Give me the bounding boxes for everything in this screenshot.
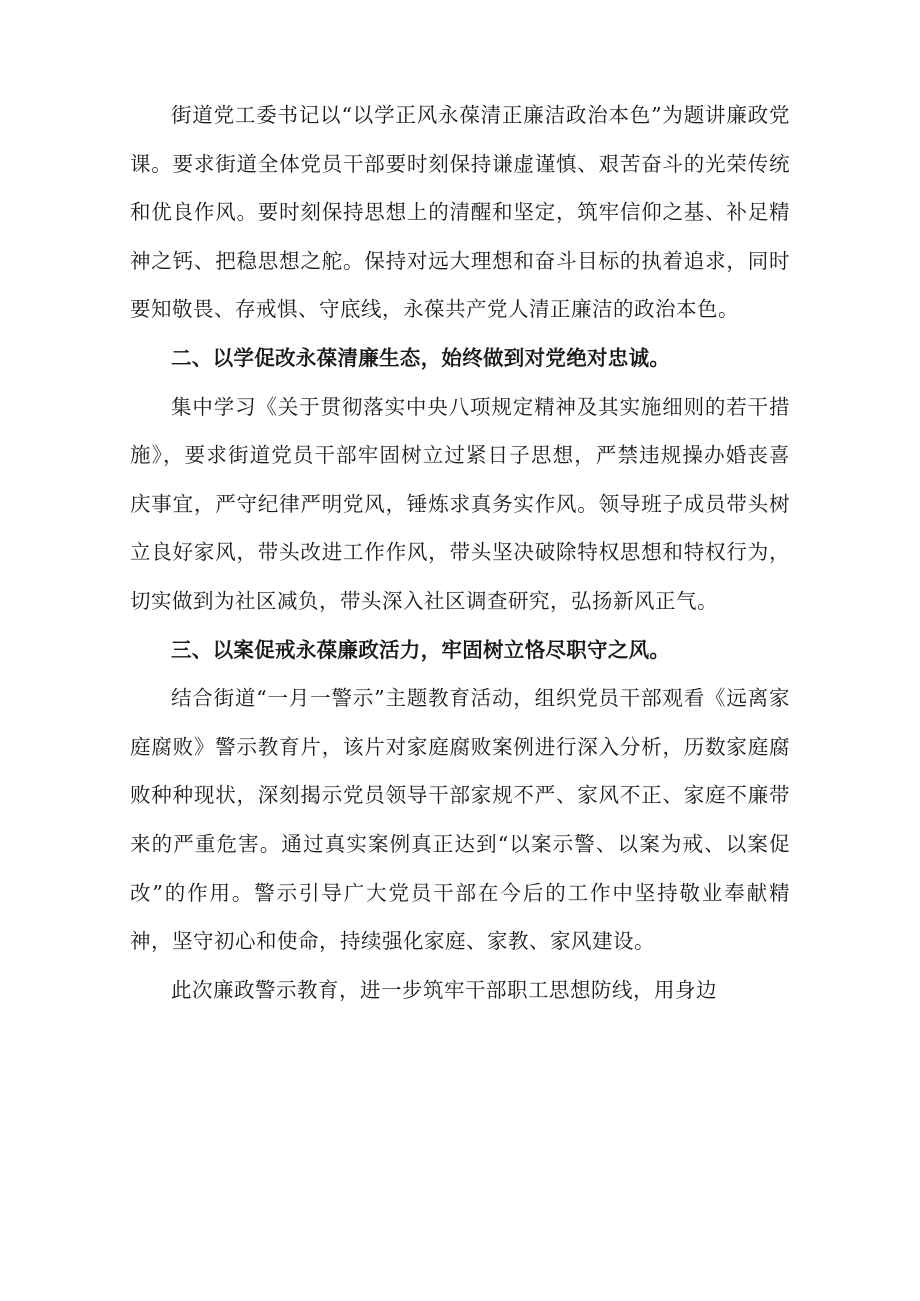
document-body [130,91,790,1014]
paragraph-conclusion: 此次廉政警示教育，进一步筑牢干部职工思想防线，用身边 [171,977,717,1002]
paragraph-party-lecture: 街道党工委书记以“以学正风永葆清正廉洁政治本色”为题讲廉政党课。要求街道全体党员干部要时刻保持谦虚谨慎、艰苦奋斗的光荣传统和优良作风。要时刻保持思想上的清醒和坚定，筑牢信仰之基、补足精神之钙、把稳思想之舵。保持对远大理想和奋斗目标的执着追求，同时要知敬畏、存戒惧、守底线，永葆共产党人清正廉洁的政治本色。 [130,103,790,322]
paragraph-eight-rules-study: 集中学习《关于贯彻落实中央八项规定精神及其实施细则的若干措施》，要求街道党员干部牢固树立过紧日子思想，严禁违规操办婚丧喜庆事宜，严守纪律严明党风，锤炼求真务实作风。领导班子成员带头树立良好家风，带头改进工作作风，带头坚决破除特权思想和特权行为，切实做到为社区减负，带头深入社区调查研究，弘扬新风正气。 [130,394,790,613]
section-heading-two: 二、以学促改永葆清廉生态，始终做到对党绝对忠诚。 [171,345,671,370]
paragraph-warning-education: 结合街道“一月一警示”主题教育活动，组织党员干部观看《远离家庭腐败》警示教育片，该片对家庭腐败案例进行深入分析，历数家庭腐败种种现状，深刻揭示党员领导干部家规不严、家风不正、家庭不廉带来的严重危害。通过真实案例真正达到“以案示警、以案为戒、以案促改”的作用。警示引导广大党员干部在今后的工作中坚持敬业奉献精神，坚守初心和使命，持续强化家庭、家教、家风建设。 [130,686,790,954]
section-heading-three: 三、以案促戒永葆廉政活力，牢固树立恪尽职守之风。 [171,637,671,662]
